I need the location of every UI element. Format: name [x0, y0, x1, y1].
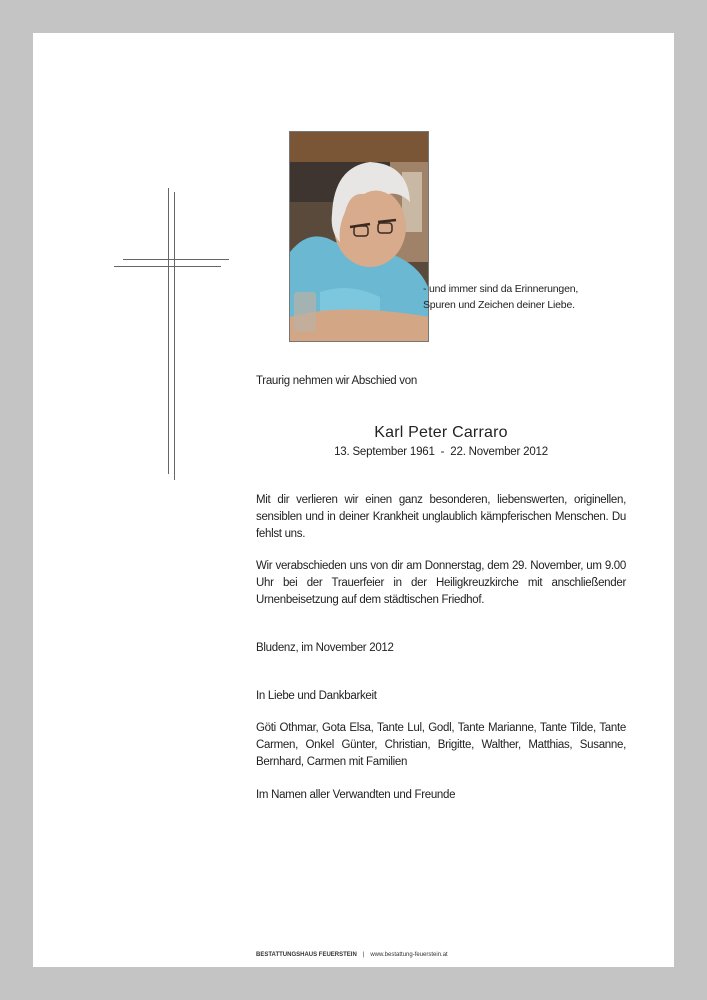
- funeral-home-website[interactable]: www.bestattung-feuerstein.at: [370, 952, 448, 958]
- ceremony-paragraph: Wir verabschieden uns von dir am Donnerstag, dem 29. November, um 9.00 Uhr bei der Trauerfeier in der Heiligkreuzkirche mit anschließender Urnenbeisetzung auf dem städtischen Friedhof.: [256, 560, 626, 606]
- deceased-name: Karl Peter Carraro: [374, 424, 508, 441]
- gratitude-line: In Liebe und Dankbarkeit: [256, 690, 377, 702]
- footer-separator: |: [362, 952, 365, 958]
- cross-icon: [113, 186, 231, 482]
- mourners-list: Göti Othmar, Gota Elsa, Tante Lul, Godl, Tante Marianne, Tante Tilde, Tante Carmen, Onkel Günter, Christian, Brigitte, Walther, Matthias, Susanne, Bernhard, Carmen mit Familien: [256, 722, 626, 768]
- funeral-home-name: BESTATTUNGSHAUS FEUERSTEIN: [256, 952, 357, 958]
- obituary-page: [33, 33, 674, 967]
- memorial-quote: [423, 281, 578, 313]
- quote-line-2: Spuren und Zeichen deiner Liebe.: [423, 299, 575, 311]
- life-dates: 13. September 1961 - 22. November 2012: [334, 446, 548, 458]
- footer: [256, 952, 448, 958]
- closing-line: Im Namen aller Verwandten und Freunde: [256, 789, 456, 801]
- intro-text: Traurig nehmen wir Abschied von: [256, 375, 417, 387]
- portrait-photo: [289, 131, 429, 342]
- farewell-paragraph: Mit dir verlieren wir einen ganz besonderen, liebenswerten, originellen, sensiblen und in deiner Krankheit unglaublich kämpferischen Menschen. Du fehlst uns.: [256, 494, 626, 540]
- place-date: Bludenz, im November 2012: [256, 642, 394, 654]
- quote-line-1: - und immer sind da Erinnerungen,: [423, 283, 579, 295]
